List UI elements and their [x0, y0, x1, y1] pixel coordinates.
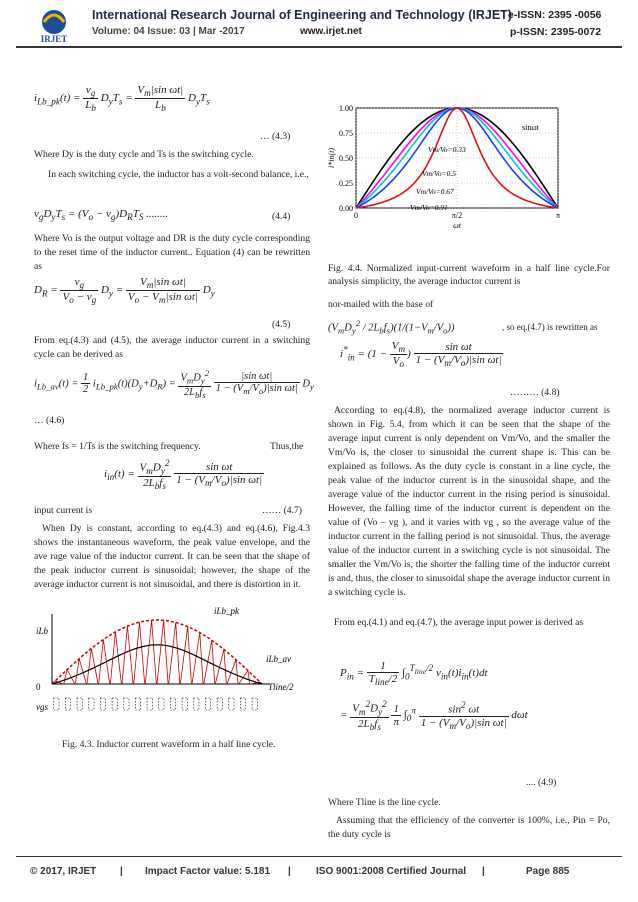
- y-tick-label: 0.50: [339, 154, 353, 163]
- eissn: e-ISSN: 2395 -0056: [508, 9, 602, 21]
- paragraph: Where Vo is the output voltage and DR is the duty cycle corresponding to the reset time of the inductor current.. Equation (4) can be rewritten as: [34, 233, 310, 272]
- gate-pulse: [54, 698, 59, 710]
- irjet-logo: [28, 6, 80, 44]
- ratio-annotation: Vm/Vo=0.67: [416, 187, 454, 196]
- figure-4-3: [34, 604, 310, 730]
- paragraph: nor-mailed with the base of: [328, 299, 434, 310]
- ratio-annotation: Vm/Vo=0.91: [410, 203, 448, 212]
- footer-rule: [16, 856, 622, 857]
- equation-4-7: $i_{in}(t)$ = $\frac{V_mD_y^2}{2L_bf_s}$ $\frac{\text{sin ωt}}{1 - (V_m/V_o)|\sin \omega t|}$: [104, 458, 263, 492]
- fig43-drawing: [52, 614, 270, 710]
- paragraph: Where Dy is the duty cycle and Ts is the switching cycle.: [34, 149, 254, 160]
- journal-url[interactable]: www.irjet.net: [300, 26, 362, 37]
- gate-pulse: [229, 698, 234, 710]
- eq-4-3-number: … (4.3): [260, 131, 291, 142]
- paragraph: Thus,the: [270, 441, 304, 452]
- footer-iso: ISO 9001:2008 Certified Journal: [316, 866, 467, 877]
- figure-4-4-chart: [326, 100, 566, 248]
- ratio-annotation: Vm/Vo=0.5: [422, 169, 457, 178]
- header-rule: [16, 46, 622, 48]
- volume-info: Volume: 04 Issue: 03 | Mar -2017: [92, 26, 245, 37]
- fig43-zero-label: 0: [36, 682, 41, 692]
- eq-4-4-number: (4.4): [272, 211, 291, 222]
- equation-4-3: $i_{Lb\_pk}(t)$ = $\frac{v_g}{L_b}$ $D_yT_s$ = $\frac{V_m|\sin \omega t|}{L_b}$ $D_yT_s$: [34, 84, 210, 114]
- paragraph: Assuming that the efficiency of the converter is 100%, i.e., Pin = Po, the duty cycle is: [328, 815, 610, 840]
- paragraph: When Dy is constant, according to eq.(4.3) and eq.(4.6), Fig.4.3 shows the instantaneous waveform, the peak value envelope, and the ave rage value of the inductor current. It can be seen that the shape of the peak inductor current is sinusoidal; however, the shape of the average inductor current is not sinusoidal, and there is distortion in it.: [34, 523, 310, 590]
- figure-4-4-caption: Fig. 4.4. Normalized input-current waveform in a half line cycle.For analysis simplicity, the average inductor current is: [328, 263, 610, 287]
- paragraph: From eq.(4.3) and (4.5), the average inductor current in a switching cycle can be derived as: [34, 335, 310, 360]
- footer-copyright: © 2017, IRJET: [30, 866, 97, 877]
- gate-pulse: [252, 698, 257, 710]
- y-tick-label: 0.25: [339, 179, 353, 188]
- gate-pulse: [170, 698, 175, 710]
- fig43-tline-label: Tline/2: [268, 682, 294, 692]
- svg-text:IRJET: IRJET: [40, 34, 68, 44]
- paragraph: From eq.(4.1) and eq.(4.7), the average input power is derived as: [334, 617, 584, 628]
- figure-4-3-caption: Fig. 4.3. Inductor current waveform in a half line cycle.: [62, 739, 276, 750]
- paragraph: input current is: [34, 505, 93, 516]
- fig43-ilb-label: iLb: [36, 626, 49, 636]
- y-axis-label: i*in(t): [327, 148, 336, 168]
- eq-4-9-number: .... (4.9): [526, 777, 557, 788]
- paragraph: In each switching cycle, the inductor has a volt-second balance, i.e.,: [48, 169, 309, 180]
- journal-title: International Research Journal of Engineering and Technology (IRJET): [92, 8, 512, 22]
- gate-pulse: [112, 698, 117, 710]
- equation-4-6: $i_{Lb\_av}(t)$ = $\frac{1}{2}$ $i_{Lb\_pk}(t)(D_y+D_R)$ = $\frac{V_mD_y^2}{2L_bf_s}$ $\frac{\text{|sin ωt|}}{1 - (V_m/V_o)|\sin \omega t|}$ $D_y$: [34, 368, 314, 400]
- equation-4-8: $i^*_{in} = (1$ − $\frac{V_m}{V_o}$ ) $\frac{\text{sin ωt}}{1 - (V_m/V_o)|\sin \omega t|}$: [340, 340, 502, 370]
- fig43-vgs-label: vgs: [36, 702, 48, 712]
- footer-separator: |: [120, 866, 123, 877]
- x-axis-label: ωt: [453, 221, 461, 230]
- chart-plot-area: [327, 104, 560, 230]
- normalization-base: $(V_mD_y^2 / 2L_bf_s)(1/(1-V_m/V_o))$: [328, 318, 455, 336]
- ratio-annotation: Vm/Vo=0.33: [428, 145, 466, 154]
- y-tick-label: 1.00: [339, 104, 353, 113]
- gate-pulse: [217, 698, 222, 710]
- gate-pulse: [205, 698, 210, 710]
- gate-pulse: [77, 698, 82, 710]
- gate-pulse: [89, 698, 94, 710]
- gate-pulse: [124, 698, 129, 710]
- equation-4-4: $v_gD_yT_s = (V_o - v_g)D_RT_S$ ........: [34, 208, 169, 223]
- y-tick-label: 0.75: [339, 129, 353, 138]
- paragraph: , so eq.(4.7) is rewritten as: [502, 322, 598, 332]
- gate-pulse: [240, 698, 245, 710]
- inductor-current: [52, 620, 261, 684]
- pissn: p-ISSN: 2395-0072: [510, 26, 602, 38]
- average-current: [52, 645, 262, 684]
- x-tick-label: π: [555, 211, 561, 220]
- footer-separator: |: [288, 866, 291, 877]
- equation-4-5: $D_R$ = $\frac{v_g}{V_o - v_g}$ $D_y$ = $\frac{V_m|\sin \omega t|}{V_o - V_m|\sin \omega t|}$ $D_y$: [34, 276, 215, 306]
- gate-pulse: [65, 698, 70, 710]
- paragraph: Where Tline is the line cycle.: [328, 797, 441, 808]
- eq-4-8-number: ……… (4.8): [510, 387, 560, 398]
- footer-impact: Impact Factor value: 5.181: [145, 866, 271, 877]
- paragraph: Where fs = 1/Ts is the switching frequency.: [34, 441, 201, 452]
- gate-pulse: [100, 698, 105, 710]
- gate-pulse: [194, 698, 199, 710]
- eq-4-7-number: …… (4.7): [262, 505, 302, 516]
- eq-4-6-number: … (4.6): [34, 415, 65, 426]
- gate-pulse: [182, 698, 187, 710]
- footer-separator: |: [482, 866, 485, 877]
- legend-sin: sinωt: [522, 123, 539, 132]
- paragraph: According to eq.(4.8), the normalized average inductor current is shown in Fig. 5.4, from which it can be seen that the shape of the average input current is only dependent on Vm/Vo, and the smaller the Vm/Vo is, the closer to sinusoidal the current shape is. This can be explained as follows. As the duty cycle is constant in a line cycle, the peak value of the inductor current is in the sinusoidal shape, and the average value of the inductor current in the rising period is sinusoidal. However, the falling time of the inductor current is dependent on the value of (Vo – vg ), and it varies with vg , so the average value of the inductor current in the falling period is not sinusoidal. Thus, the average value of the inductor current in a switching cycle is not sinusoidal. The smaller the Vm/Vo is, the shorter the falling time of the inductor current is and, thus, the closer to sinusoidal shape the average inductor current in a switching cycle is.: [328, 405, 610, 598]
- fig43-ilbav-label: iLb_av: [266, 654, 292, 664]
- equation-4-9: $P_{in}$ = $\frac{1}{T_{line}/2}$ $\int_0^{T_{line}/2}$ $v_{in}(t)i_{in}(t)dt$ = $\frac{V_m^2D_y^2}{2L_bf_s}$ $\frac{1}{\pi}$ $\int_0^\pi$ $\frac{\sin^2 \omega t}{1 - (V_m/V_o)|\sin \omega t|}$ dωt: [340, 660, 528, 733]
- footer-page: Page 885: [526, 866, 570, 877]
- gate-pulse: [159, 698, 164, 710]
- y-tick-label: 0.00: [339, 204, 353, 213]
- fig43-ilbpk-label: iLb_pk: [214, 606, 240, 616]
- eq-4-5-number: (4.5): [272, 319, 291, 330]
- x-tick-label: 0: [354, 211, 358, 220]
- gate-pulse: [147, 698, 152, 710]
- x-tick-label: π/2: [451, 211, 463, 220]
- gate-pulse: [135, 698, 140, 710]
